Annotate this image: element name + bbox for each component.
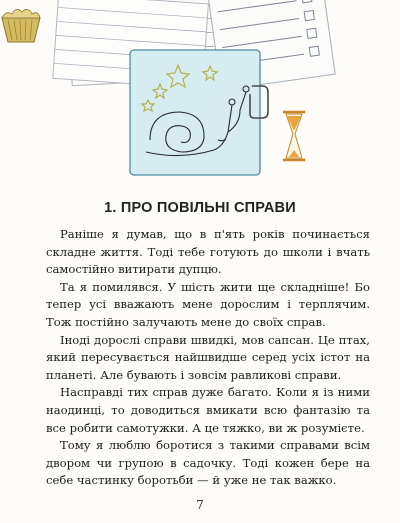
- paragraph: Раніше я думав, що в п'ять років починається складне життя. Тоді тебе готують до школи і вчать самостійно витирати дупцю.: [46, 227, 370, 277]
- paragraph: Та я помилявся. У шість жити ще складніше! Бо тепер усі вважають мене дорослим і терплячим. Тож постійно залучають мене до своїх справ.: [46, 279, 370, 329]
- cupcake-icon: [2, 9, 40, 42]
- paragraph: Насправді тих справ дуже багато. Коли я із ними наодинці, то доводиться вмикати всю фантазію та все робити самотужки. А це тяжко, ви ж розумієте.: [46, 385, 370, 435]
- snail-drawing-card: [130, 50, 260, 175]
- chapter-title: 1. ПРО ПОВІЛЬНІ СПРАВИ: [104, 200, 296, 216]
- chapter-illustration: [0, 0, 400, 185]
- page-number: 7: [196, 498, 204, 512]
- hourglass-icon: [283, 112, 305, 160]
- paragraph: Іноді дорослі справи швидкі, мов сапсан. Це птах, який пересувається найшвидше серед усіх істот на планеті. Але бувають і зовсім равликові справи.: [46, 332, 370, 382]
- paragraph: Тому я люблю боротися з такими справами всім двором чи групою в садочку. Тоді кожен бере на себе частинку боротьби — й уже не так важко.: [46, 438, 370, 488]
- body-text: [46, 226, 370, 490]
